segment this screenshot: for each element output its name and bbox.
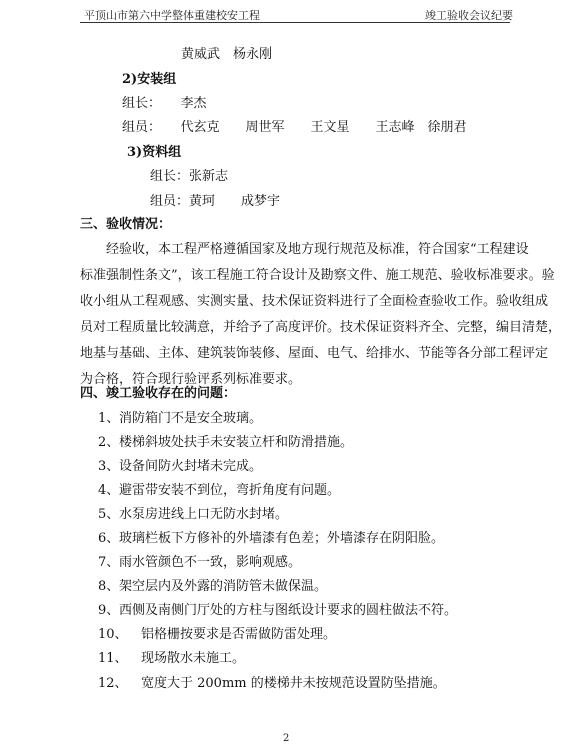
section4-heading: 四、竣工验收存在的问题： <box>80 386 237 401</box>
list-item: 架空层内及外露的消防管未做保温。 <box>119 579 328 594</box>
header-document-title: 竣工验收会议纪要 <box>425 9 513 22</box>
header-divider <box>80 22 510 23</box>
page-number: 2 <box>283 733 290 744</box>
list-item: 现场散水未施工。 <box>141 651 246 666</box>
list-item: 避雷带安装不到位，弯折角度有问题。 <box>119 483 341 498</box>
group-member-names: 黄威武 杨永刚 <box>181 47 273 62</box>
list-item-number: 10、 <box>98 627 128 642</box>
list-item-number: 8、 <box>98 579 120 594</box>
list-item: 西侧及南侧门厅处的方柱与图纸设计要求的圆柱做法不符。 <box>119 603 458 618</box>
list-item: 宽度大于 200mm 的楼梯井未按规范设置防坠措施。 <box>141 676 446 691</box>
install-group-title: 2)安装组 <box>122 72 177 87</box>
list-item: 消防箱门不是安全玻璃。 <box>119 411 263 426</box>
document-group-leader: 组长：张新志 <box>150 169 229 184</box>
list-item-number: 4、 <box>98 483 120 498</box>
paragraph-line: 经验收，本工程严格遵循国家及地方现行规范及标准，符合国家“工程建设 <box>80 242 529 257</box>
list-item-number: 12、 <box>98 676 128 691</box>
list-item: 玻璃栏板下方修补的外墙漆有色差；外墙漆存在阴阳脸。 <box>119 531 445 546</box>
document-group-members: 组员：黄珂 成梦宇 <box>150 194 281 209</box>
document-group-title: 3)资料组 <box>127 145 182 160</box>
install-group-members: 组员： 代玄克 周世军 王文星 王志峰 徐朋君 <box>122 120 467 135</box>
paragraph-line: 为合格，符合现行验评系列标准要求。 <box>80 372 302 387</box>
paragraph-line: 收小组从工程观感、实测实量、技术保证资料进行了全面检查验收工作。验收组成 <box>80 294 549 309</box>
paragraph-line: 标准强制性条文”，该工程施工符合设计及勘察文件、施工规范、验收标准要求。验 <box>80 268 555 283</box>
install-group-leader: 组长： 李杰 <box>122 96 207 111</box>
list-item-number: 5、 <box>98 507 120 522</box>
list-item: 水泵房进线上口无防水封堵。 <box>119 507 289 522</box>
list-item-number: 11、 <box>98 651 128 666</box>
list-item: 设备间防火封堵未完成。 <box>119 459 263 474</box>
list-item-number: 2、 <box>98 435 120 450</box>
list-item-number: 1、 <box>98 411 120 426</box>
list-item-number: 6、 <box>98 531 120 546</box>
list-item-number: 3、 <box>98 459 120 474</box>
section3-paragraph <box>80 242 562 398</box>
paragraph-line: 地基与基础、主体、建筑装饰装修、屋面、电气、给排水、节能等各分部工程评定 <box>80 346 549 361</box>
list-item: 雨水管颜色不一致，影响观感。 <box>119 555 302 570</box>
list-item: 楼梯斜坡处扶手未安装立杆和防滑措施。 <box>119 435 354 450</box>
list-item-number: 9、 <box>98 603 120 618</box>
list-item-number: 7、 <box>98 555 120 570</box>
header-project-title: 平顶山市第六中学整体重建校安工程 <box>84 9 260 22</box>
section3-heading: 三、验收情况： <box>80 217 172 232</box>
list-item: 铝格栅按要求是否需做防雷处理。 <box>141 627 337 642</box>
paragraph-line: 员对工程质量比较满意，并给予了高度评价。技术保证资料齐全、完整，编目清楚， <box>80 320 562 335</box>
